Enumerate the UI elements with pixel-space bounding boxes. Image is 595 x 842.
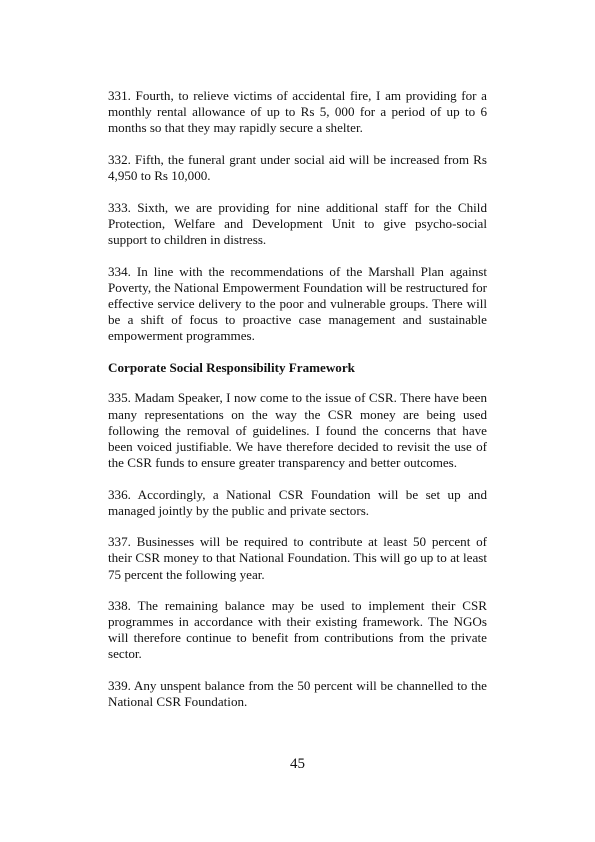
- paragraph-339: 339. Any unspent balance from the 50 percent will be channelled to the National CSR Foundation.: [108, 678, 487, 710]
- paragraph-333: 333. Sixth, we are providing for nine additional staff for the Child Protection, Welfare and Development Unit to give psycho-social support to children in distress.: [108, 199, 487, 247]
- paragraph-335: 335. Madam Speaker, I now come to the issue of CSR. There have been many representations on the way the CSR money are being used following the removal of guidelines. I found the concerns that have been voiced justifiable. We have therefore decided to revisit the use of the CSR funds to ensure greater transparency and better outcomes.: [108, 390, 487, 470]
- paragraph-338: 338. The remaining balance may be used to implement their CSR programmes in accordance with their existing framework. The NGOs will therefore continue to benefit from contributions from the private sector.: [108, 598, 487, 662]
- paragraph-332: 332. Fifth, the funeral grant under social aid will be increased from Rs 4,950 to Rs 10,000.: [108, 151, 487, 183]
- paragraph-334: 334. In line with the recommendations of the Marshall Plan against Poverty, the National Empowerment Foundation will be restructured for effective service delivery to the poor and vulnerable groups. There will be a shift of focus to proactive case management and sustainable empowerment programmes.: [108, 263, 487, 343]
- paragraph-331: 331. Fourth, to relieve victims of accidental fire, I am providing for a monthly rental allowance of up to Rs 5, 000 for a period of up to 6 months so that they may rapidly secure a shelter.: [108, 88, 487, 136]
- document-page: [108, 88, 487, 726]
- paragraph-337: 337. Businesses will be required to contribute at least 50 percent of their CSR money to that National Foundation. This will go up to at least 75 percent the following year.: [108, 534, 487, 582]
- section-heading: Corporate Social Responsibility Framework: [108, 359, 355, 375]
- page-number: 45: [290, 756, 305, 772]
- paragraph-336: 336. Accordingly, a National CSR Foundation will be set up and managed jointly by the public and private sectors.: [108, 486, 487, 518]
